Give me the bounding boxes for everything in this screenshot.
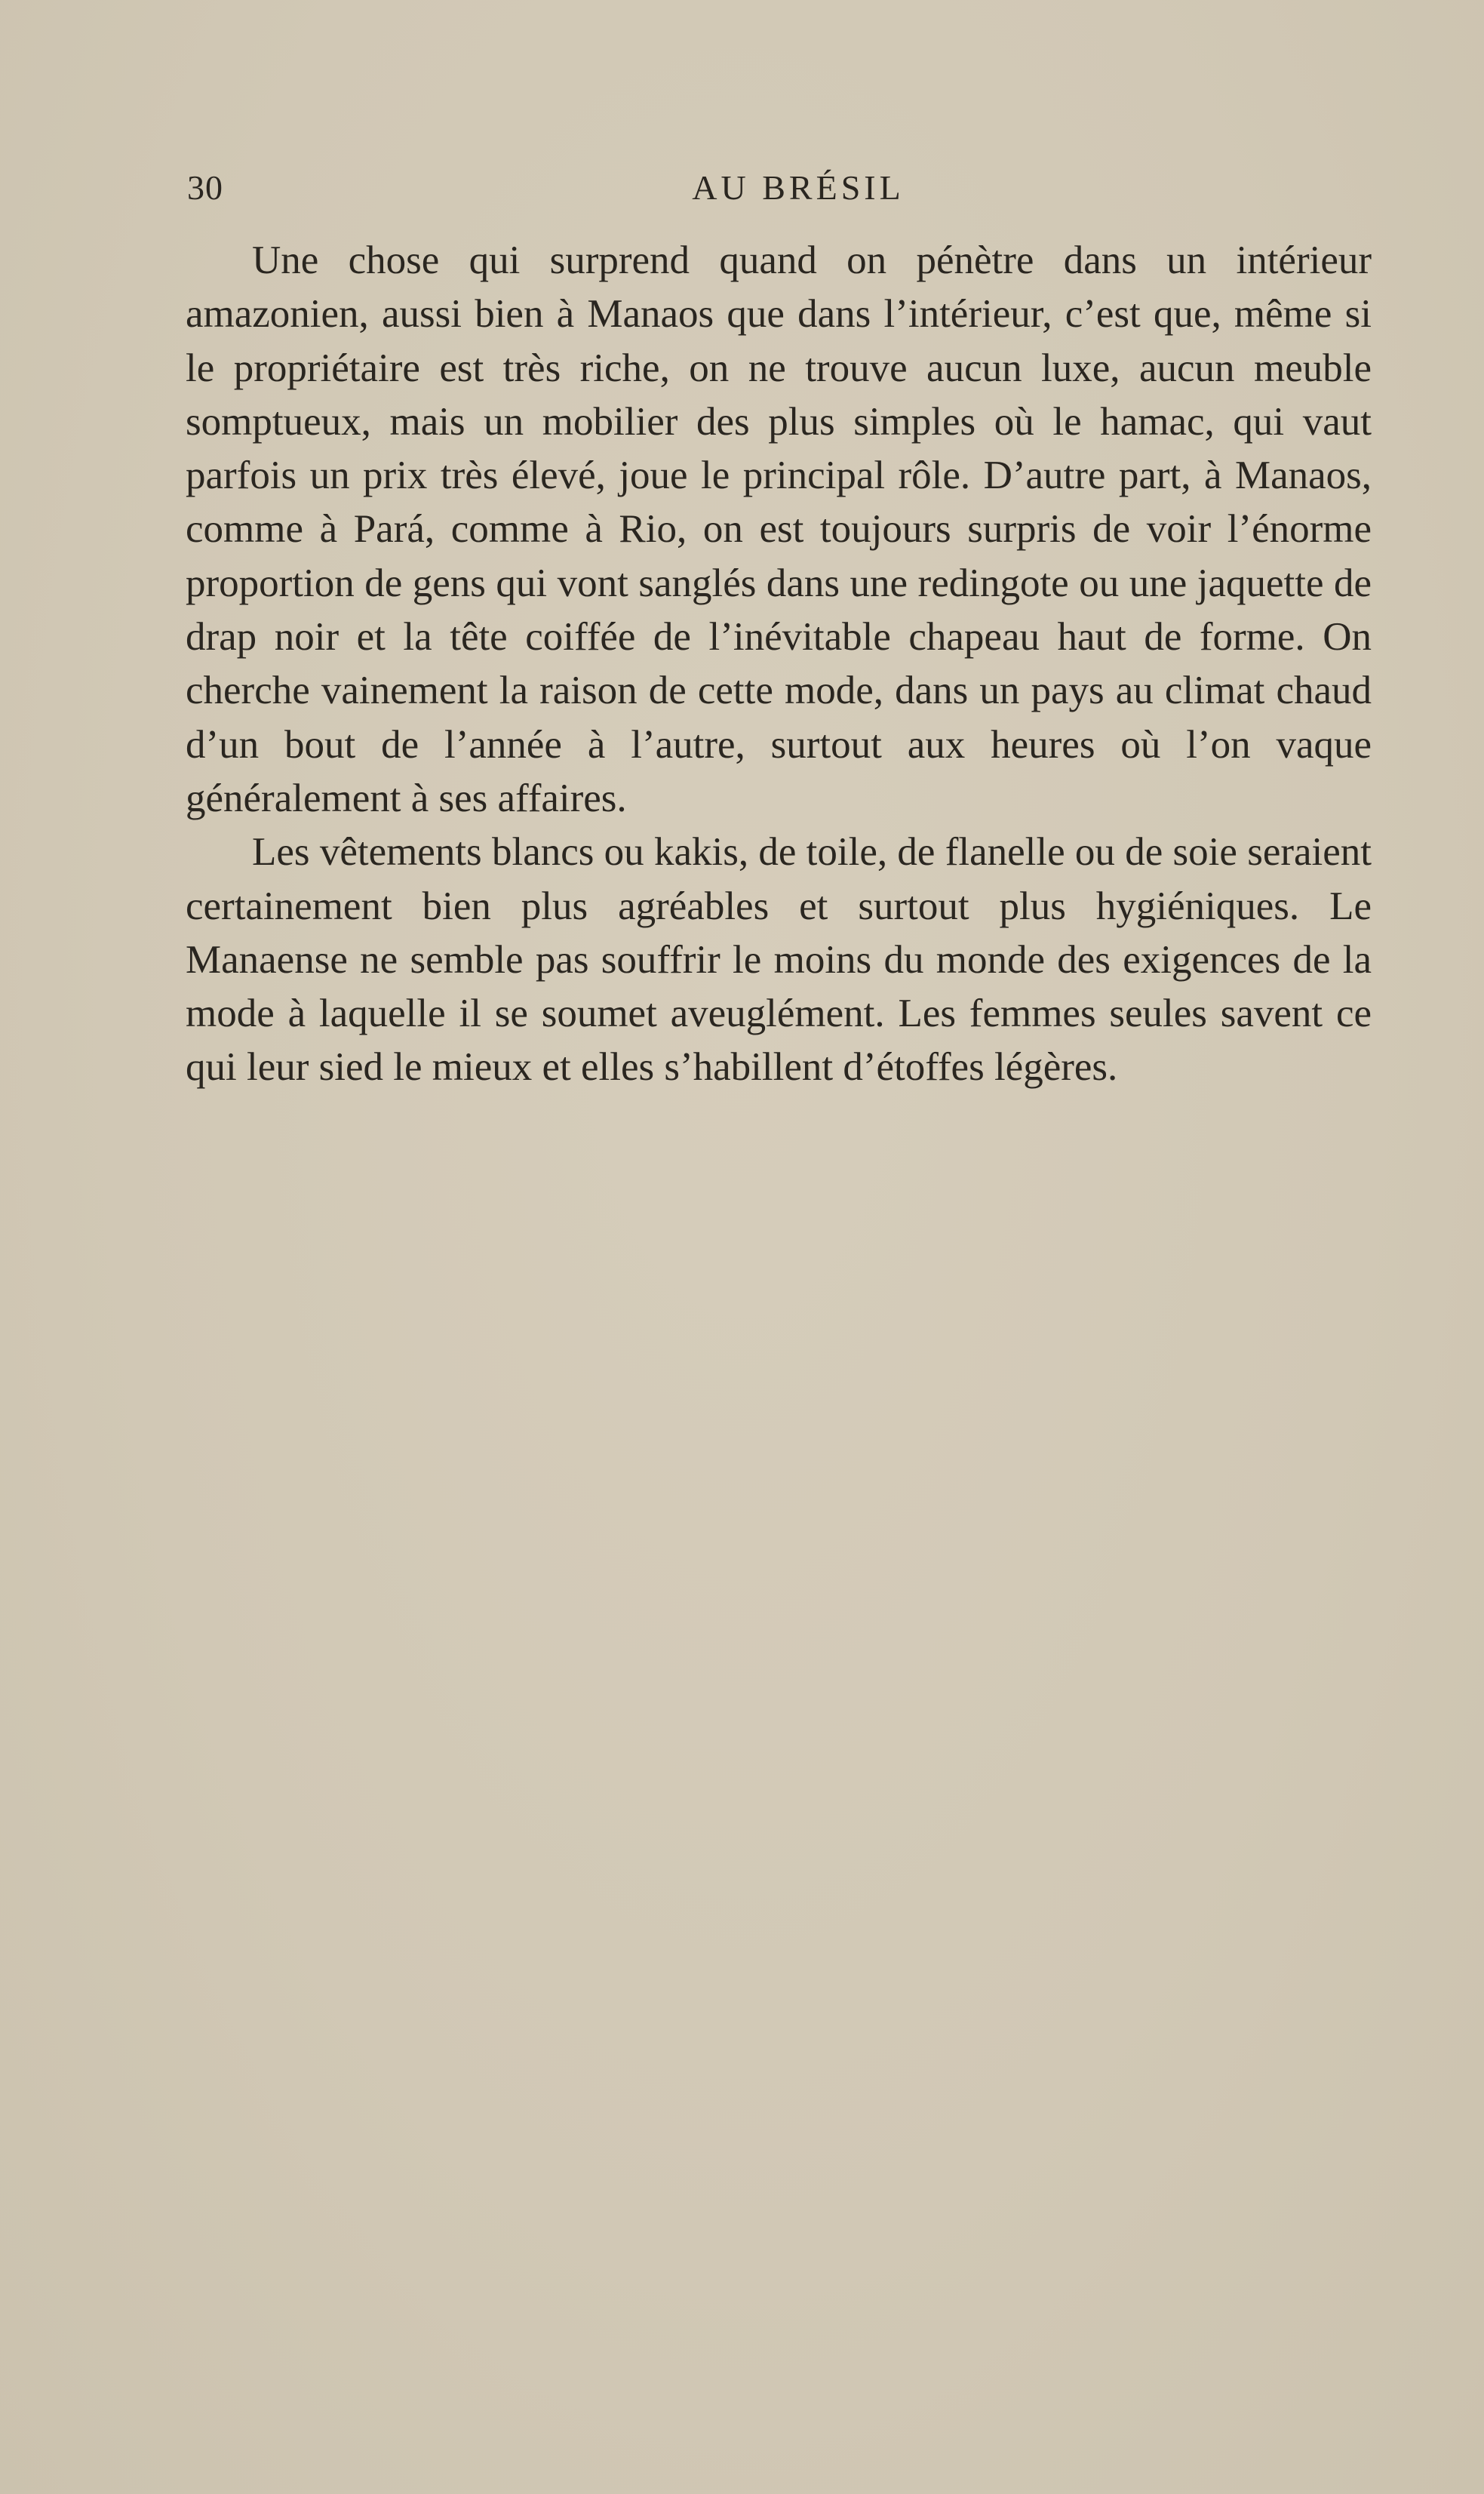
paragraph: Une chose qui surprend quand on pénètre dans un intérieur amazonien, aussi bien à Manaos que dans l’intérieur, c’est que, même si le propriétaire est très riche, on ne trouve aucun luxe, aucun meuble somptueux, mais un mobilier des plus simples où le hamac, qui vaut parfois un prix très élevé, joue le principal rôle. D’autre part, à Manaos, comme à Pará, comme à Rio, on est toujours surpris de voir l’énorme proportion de gens qui vont sanglés dans une redingote ou une jaquette de drap noir et la tête coiffée de l’inévitable chapeau haut de forme. On cherche vainement la raison de cette mode, dans un pays au climat chaud d’un bout de l’année à l’autre, surtout aux heures où l’on vaque généralement à ses affaires. [186, 238, 1372, 820]
page-header [187, 168, 1364, 213]
page-number: 30 [187, 168, 223, 207]
paragraph: Les vêtements blancs ou kakis, de toile, de flanelle ou de soie seraient certainement bien plus agréables et surtout plus hygiéniques. Le Manaense ne semble pas souffrir le moins du monde des exigences de la mode à laquelle il se soumet aveuglément. Les femmes seules savent ce qui leur sied le mieux et elles s’habillent d’étoffes légères. [186, 830, 1372, 1090]
running-title: AU BRÉSIL [692, 168, 905, 207]
body-text [186, 234, 1372, 1095]
